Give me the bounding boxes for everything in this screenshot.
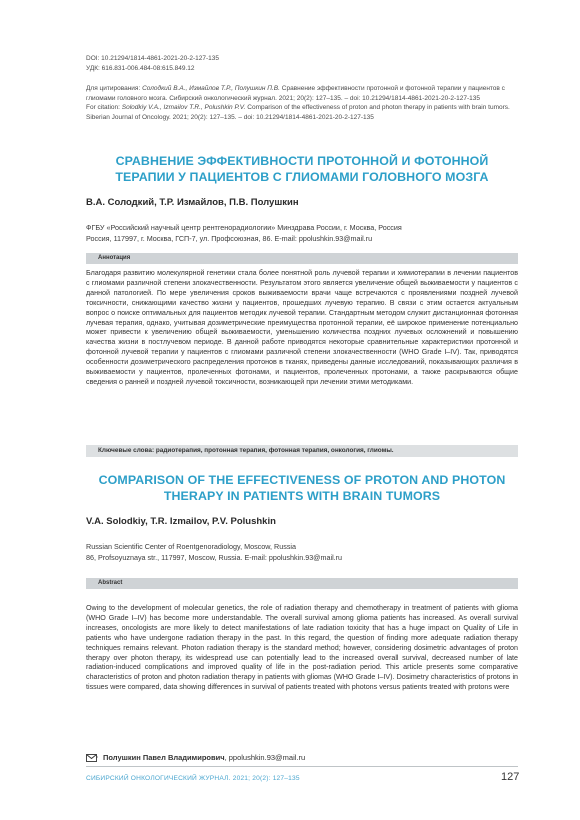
citation-en-prefix: For citation: [86,104,122,111]
title-en: COMPARISON OF THE EFFECTIVENESS OF PROTON AND PHOTON THERAPY IN PATIENTS WITH BRAIN TUMORS [98,473,506,503]
affiliation-en [86,542,518,563]
doi-line: DOI: 10.21294/1814-4861-2021-20-2-127-135 [86,55,219,62]
citation-en [86,103,518,122]
keywords-ru: Ключевые слова: радиотерапия, протонная терапия, фотонная терапия, онкология, глиомы. [86,445,518,457]
mail-icon-svg [86,754,98,763]
citation-ru-prefix: Для цитирования: [86,85,143,92]
citation-ru-rest: Сравнение эффективности протонной и фотонной терапии у пациентов с глиомами головного мозга. Сибирский онкологический журнал. 2021; 20(2): 127–135. – doi: 10.21294/1814-4861-2021-20-2-127-135 [86,85,505,102]
affiliation-en-line1: Russian Scientific Center of Roentgenoradiology, Moscow, Russia [86,542,297,551]
citation-ru [86,84,518,103]
author-contact [103,753,305,762]
page-number: 127 [501,771,520,783]
abstract-label-ru: Аннотация [86,253,518,264]
citation-ru-authors: Солодкий В.А., Измайлов Т.Р., Полушкин П.В. [142,85,280,92]
citation-en-authors: Solodkiy V.A., Izmailov T.R., Polushkin P.V. [121,104,246,111]
affiliation-ru-line1: ФГБУ «Российский научный центр рентгенорадиологии» Минздрава России, г. Москва, Россия [86,223,402,232]
citation-en-rest: Comparison of the effectiveness of proton and photon therapy in patients with brain tumors. Siberian Journal of Oncology. 2021; 20(2): 127–135. – doi: 10.21294/1814-4861-2021-20-2-127-135 [86,104,510,121]
udc-line: УДК: 616.831-006.484-08:615.849.12 [86,64,195,72]
abstract-en: Owing to the development of molecular genetics, the role of radiation therapy and chemotherapy in treatment of patients with glioma (WHO Grade I–IV) has become more understandable. The overall survival among glioma patients has increased. As overall survival increases, oncologists are more likely to detect manifestations of late radiation toxicity that has a huge impact on Quality of Life in patients who have undergone radiation therapy in the past. In this regard, the question of finding more adequate radiation therapy techniques remains relevant. Photon radiation therapy is the standard method; however, considering dosimetric advantages of proton therapy over photon therapy, its widespread use can potentially lead to the increased overall survival, decreased number of late radiation-induced complications and improved quality of life in the post-radiation period. This article presents some comparative characteristics of proton and photon radiation therapy in patients with gliomas (WHO Grade I–IV). Dosimetry characteristics of protons in tissues were compared, data showing differences in survival of patients treated with photons versus patients treated with protons were [86,604,518,692]
authors-ru: В.А. Солодкий, Т.Р. Измайлов, П.В. Полушкин [86,197,299,208]
author-name: Полушкин Павел Владимирович [103,753,225,762]
author-email: , ppolushkin.93@mail.ru [224,753,306,762]
affiliation-en-line2: 86, Profsoyuznaya str., 117997, Moscow, Russia. E-mail: ppolushkin.93@mail.ru [86,552,343,562]
journal-name: СИБИРСКИЙ ОНКОЛОГИЧЕСКИЙ ЖУРНАЛ. 2021; 20(2): 127–135 [86,775,300,782]
authors-en: V.A. Solodkiy, T.R. Izmailov, P.V. Polushkin [86,516,276,527]
footer-divider [86,766,518,767]
affiliation-ru [86,223,518,244]
affiliation-ru-line2: Россия, 117997, г. Москва, ГСП-7, ул. Профсоюзная, 86. E-mail: ppolushkin.93@mail.ru [86,233,373,243]
doi-block [86,54,518,73]
title-ru: СРАВНЕНИЕ ЭФФЕКТИВНОСТИ ПРОТОННОЙ И ФОТОННОЙ ТЕРАПИИ У ПАЦИЕНТОВ С ГЛИОМАМИ ГОЛОВНОГО МОЗГА [115,154,489,184]
abstract-label-en: Abstract [86,578,518,589]
mail-icon [86,754,97,762]
corresponding-author [86,753,305,762]
citation-block [86,84,518,122]
abstract-ru: Благодаря развитию молекулярной генетики стала более понятной роль лучевой терапии и химиотерапии в лечении пациентов с глиомами различной степени злокачественности. Результатом этого является увеличение общей выживаемости у пациентов с данной патологией. По мере увеличения сроков выживаемости врачи чаще встречаются с проявлениями поздней лучевой токсичности, снижающими качество жизни у пациентов, прошедших лучевую терапию. В связи с этим остается актуальным вопрос о поиске оптимальных для пациентов методик лучевой терапии. Стандартным методом служит дистанционная фотонная лучевая терапия, однако, учитывая дозиметрические преимущества протонной терапии, её широкое применение потенциально может привести к увеличению общей выживаемости, уменьшению количества поздних лучевых осложнений и повышению качества жизни в постлучевом периоде. В данной работе приводятся некоторые сравнительные характеристики протонной и фотонной лучевой терапии у пациентов с глиомами различной степени злокачественности (WHO Grade I–IV). Так, приводятся особенности дозиметрического распределения протонов в тканях, приведены данные исследований, показывающих различия в выживаемости у пациентов, пролеченных фотонами, и пациентов, пролеченных протонами, а также раскрываются общие сведения о ранней и поздней лучевой токсичности, возникающей при лечении этими методиками. [86,269,518,386]
